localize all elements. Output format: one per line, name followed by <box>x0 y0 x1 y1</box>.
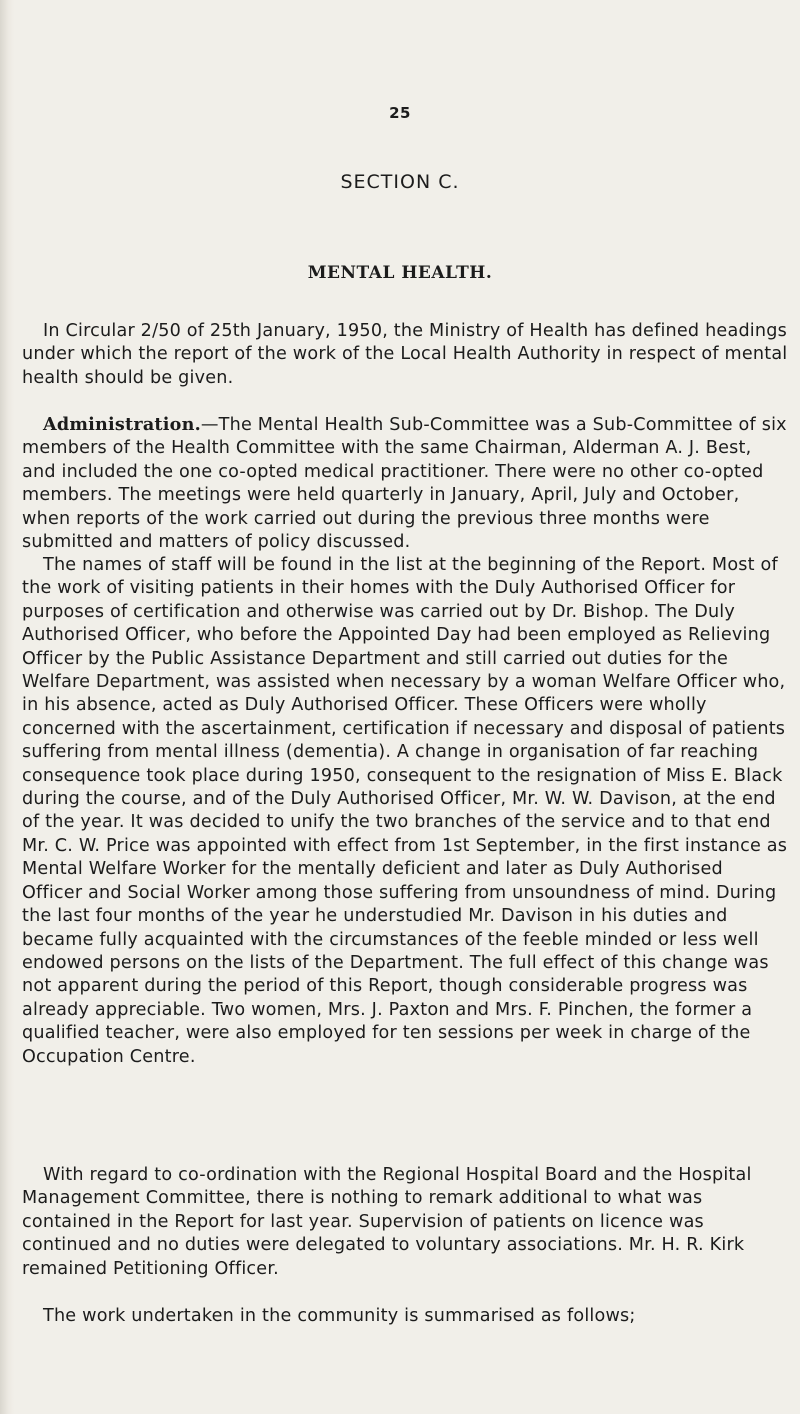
staff-paragraph <box>22 554 788 1069</box>
page-heading: MENTAL HEALTH. <box>307 263 493 283</box>
administration-text: —The Mental Health Sub-Committee was a Sub-Committee of six members of the Health Committee with the same Chairman, Alderman A. J. Best, and included the one co-opted medical practitioner. There were no other co-opted members. The meetings were held quarterly in January, April, July and October, when reports of the work carried out during the previous three months were submitted and matters of policy discussed. <box>22 415 787 553</box>
intro-text: In Circular 2/50 of 25th January, 1950, the Ministry of Health has defined headings under which the report of the work of the Local Health Authority in respect of mental health should be given. <box>22 321 788 388</box>
staff-text: The names of staff will be found in the list at the beginning of the Report. Most of the work of visiting patients in their homes with the Duly Authorised Officer for purposes of certification and otherwise was carried out by Dr. Bishop. The Duly Authorised Officer, who before the Appointed Day had been employed as Relieving Officer by the Public Assistance Department and still carried out duties for the Welfare Department, was assisted when necessary by a woman Welfare Officer who, in his absence, acted as Duly Authorised Officer. These Officers were wholly concerned with the ascertainment, certification if necessary and disposal of patients suffering from mental illness (dementia). A change in organisation of far reaching consequence took place during 1950, consequent to the resignation of Miss E. Black during the course, and of the Duly Authorised Officer, Mr. W. W. Davison, at the end of the year. It was decided to unify the two branches of the service and to that end Mr. C. W. Price was appointed with effect from 1st September, in the first instance as Mental Welfare Worker for the mentally deficient and later as Duly Authorised Officer and Social Worker among those suffering from unsoundness of mind. During the last four months of the year he understudied Mr. Davison in his duties and became fully acquainted with the circumstances of the feeble minded or less well endowed persons on the lists of the Department. The full effect of this change was not apparent during the period of this Report, though considerable progress was already appreciable. Two women, Mrs. J. Paxton and Mrs. F. Pinchen, the former a qualified teacher, were also employed for ten sessions per week in charge of the Occupation Centre. <box>22 555 788 1067</box>
summary-paragraph <box>22 1305 788 1328</box>
page-edge <box>0 0 14 1414</box>
coordination-paragraph <box>22 1164 788 1281</box>
administration-heading: Administration. <box>43 414 201 435</box>
coordination-text: With regard to co-ordination with the Regional Hospital Board and the Hospital Management Committee, there is nothing to remark additional to what was contained in the Report for last year. Supervision of patients on licence was continued and no duties were delegated to voluntary associations. Mr. H. R. Kirk remained Petitioning Officer. <box>22 1165 752 1279</box>
administration-paragraph <box>22 413 788 554</box>
summary-text: The work undertaken in the community is summarised as follows; <box>43 1306 636 1326</box>
page-number: 25 <box>389 104 411 122</box>
intro-paragraph <box>22 320 788 390</box>
section-title: SECTION C. <box>340 171 460 193</box>
